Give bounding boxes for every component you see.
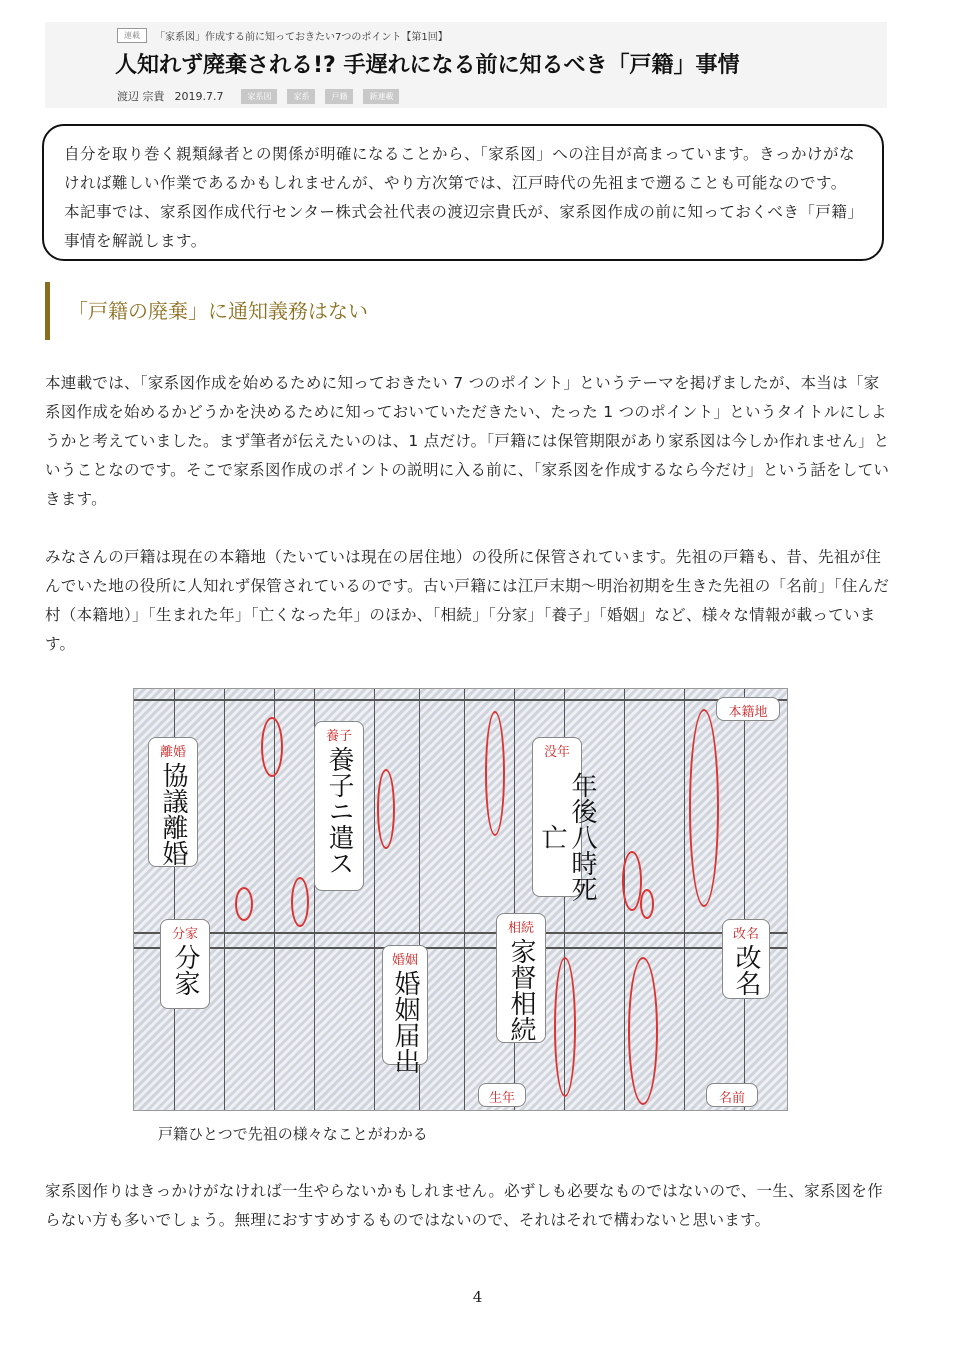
callout-botsunen — [532, 737, 597, 902]
callout-text: 家督相続 — [506, 938, 536, 1042]
callout-text: 協議離婚 — [158, 762, 188, 866]
callout-honsekichi — [716, 697, 780, 721]
koseki-figure — [133, 688, 788, 1111]
page-number: 4 — [472, 1288, 483, 1306]
figure-caption: 戸籍ひとつで先祖の様々なことがわかる — [158, 1125, 428, 1143]
tag[interactable]: 家系図 — [241, 89, 277, 104]
paragraph: 家系図作りはきっかけがなければ一生やらないかもしれません。必ずしも必要なものではないので、一生、家系図を作らない方も多いでしょう。無理におすすめするものではないので、それはそれで構わないと思います。 — [45, 1182, 884, 1229]
article-header — [45, 22, 887, 108]
callout-text: 婚姻届出 — [390, 970, 420, 1074]
tag[interactable]: 新連載 — [363, 89, 399, 104]
callout-yoshi — [314, 721, 364, 891]
callout-label: 名前 — [718, 1091, 745, 1106]
callout-label: 相続 — [507, 921, 534, 936]
callout-namae — [706, 1083, 758, 1107]
callout-label: 生年 — [488, 1091, 515, 1106]
paragraph: みなさんの戸籍は現在の本籍地（たいていは現在の居住地）の役所に保管されています。先祖の戸籍も、昔、先祖が住んでいた地の役所に人知れず保管されているのです。古い戸籍には江戸末期〜明治初期を生きた先祖の「名前」「住んだ村（本籍地）」「生まれた年」「亡くなった年」のほか、「相続」「分家」「養子」「婚姻」など、様々な情報が載っています。 — [45, 548, 890, 653]
series-badge: 連載 — [117, 28, 147, 43]
article-title: 人知れず廃棄される!? 手遅れになる前に知るべき「戸籍」事情 — [115, 53, 740, 78]
callout-sozoku — [496, 913, 546, 1043]
series-title[interactable]: 「家系図」作成する前に知っておきたい7つのポイント【第1回】 — [155, 32, 448, 43]
callout-label: 離婚 — [159, 745, 186, 760]
callout-text: 養子ニ遣ス — [324, 746, 354, 876]
callout-text: 改名 — [731, 944, 761, 996]
intro-box: 自分を取り巻く親類縁者との関係が明確になることから、「家系図」への注目が高まっています。きっかけがなければ難しい作業であるかもしれませんが、やり方次第では、江戸時代の先祖まで遡ることも可能なのです。本記事では、家系図作成代行センター株式会社代表の渡辺宗貴氏が、家系図作成の前に知っておくべき「戸籍」事情を解説します。 — [42, 124, 884, 261]
callout-label: 没年 — [543, 745, 570, 760]
callout-bunke — [160, 919, 210, 1009]
callout-text: 年後八時死亡 — [537, 772, 597, 902]
article-meta — [117, 88, 399, 104]
callout-kaimei — [722, 919, 770, 999]
callout-rikon — [148, 737, 198, 867]
callout-label: 本籍地 — [728, 705, 768, 720]
callout-label: 婚姻 — [391, 953, 418, 968]
section-heading: 「戸籍の廃棄」に通知義務はない — [45, 282, 368, 340]
callout-text: 分家 — [170, 944, 200, 996]
callout-label: 分家 — [171, 927, 198, 942]
paragraph: 本連載では、「家系図作成を始めるために知っておきたい 7 つのポイント」というテーマを掲げましたが、本当は「家系図作成を始めるかどうかを決めるために知っておいていただきたい、たった 1 つのポイント」というタイトルにしようかと考えていました。まず筆者が伝えたいのは、1 点だけ。「戸籍には保管期限があり家系図は今しか作れません」ということなのです。そこで家系図作成のポイントの説明に入る前に、「家系図を作成するなら今だけ」という話をしていきます。 — [45, 374, 890, 508]
callout-label: 養子 — [325, 729, 352, 744]
tag[interactable]: 戸籍 — [325, 89, 353, 104]
callout-label: 改名 — [732, 927, 759, 942]
author[interactable]: 渡辺 宗貴 — [117, 90, 165, 103]
callout-seinen — [478, 1083, 526, 1107]
callout-konin — [382, 945, 428, 1074]
series-line — [117, 28, 448, 43]
tag[interactable]: 家系 — [287, 89, 315, 104]
date: 2019.7.7 — [174, 89, 224, 103]
